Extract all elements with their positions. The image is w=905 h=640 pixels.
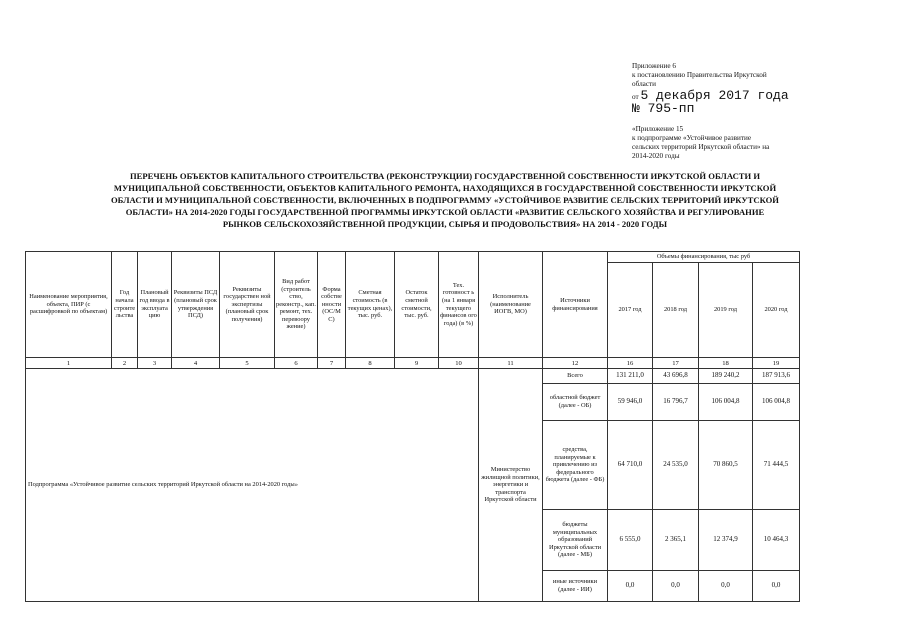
appendix-number: № 795-пп — [632, 101, 695, 116]
column-number: 8 — [346, 358, 395, 369]
column-number: 5 — [220, 358, 275, 369]
column-number: 3 — [138, 358, 172, 369]
header-estimated-cost: Сметная стоимость (в текущих ценах), тыс. руб. — [346, 252, 395, 358]
value-2020: 10 464,3 — [753, 510, 800, 571]
value-2018: 0,0 — [653, 571, 699, 602]
value-2017: 64 710,0 — [608, 421, 653, 510]
value-2017: 131 211,0 — [608, 369, 653, 384]
value-2018: 2 365,1 — [653, 510, 699, 571]
header-row — [26, 252, 800, 263]
title-line: ОБЛАСТИ И МУНИЦИПАЛЬНОЙ СОБСТВЕННОСТИ, ВКЛЮЧЕННЫХ В ПОДПРОГРАММУ «УСТОЙЧИВОЕ РАЗВИТИЕ СЕЛЬСКИХ ТЕРРИТОРИЙ ИРКУТСКОЙ — [111, 195, 779, 205]
column-number: 6 — [275, 358, 318, 369]
value-2020: 187 913,6 — [753, 369, 800, 384]
title-line: ПЕРЕЧЕНЬ ОБЪЕКТОВ КАПИТАЛЬНОГО СТРОИТЕЛЬСТВА (РЕКОНСТРУКЦИИ) ГОСУДАРСТВЕННОЙ СОБСТВЕННОСТИ ИРКУТСКОЙ ОБЛАСТИ И — [129, 171, 761, 181]
value-2019: 106 004,8 — [699, 384, 753, 421]
value-2020: 106 004,8 — [753, 384, 800, 421]
program-executor: Министерство жилищной политики, энергетики и транспорта Иркутской области — [479, 369, 543, 602]
source-cell: бюджеты муниципальных образований Иркутской области (далее - МБ) — [543, 510, 608, 571]
header-year-2018: 2018 год — [653, 263, 699, 358]
value-2019: 70 860,5 — [699, 421, 753, 510]
column-number: 2 — [112, 358, 138, 369]
value-2020: 0,0 — [753, 571, 800, 602]
appendix-line: к подпрограмме «Устойчивое развитие — [632, 134, 752, 142]
document-title — [20, 170, 870, 230]
header-funding-group: Объемы финансирования, тыс руб — [608, 252, 800, 263]
source-cell: Всего — [543, 369, 608, 384]
appendix-line: Приложение 6 — [632, 62, 676, 70]
column-number: 11 — [479, 358, 543, 369]
title-line: МУНИЦИПАЛЬНОЙ СОБСТВЕННОСТИ, ОБЪЕКТОВ КАПИТАЛЬНОГО РЕМОНТА, НАХОДЯЩИХСЯ В ГОСУДАРСТВЕННОЙ СОБСТВЕННОСТИ ИРКУТСКОЙ — [113, 183, 777, 193]
appendix-line: к постановлению Правительства Иркутской — [632, 71, 767, 79]
value-2018: 16 796,7 — [653, 384, 699, 421]
column-number: 17 — [653, 358, 699, 369]
value-2017: 6 555,0 — [608, 510, 653, 571]
appendix-block — [632, 62, 832, 161]
source-cell: средства, планируемые к привлечению из федерального бюджета (далее - ФБ) — [543, 421, 608, 510]
header-commission-year: Плановый год ввода в эксплуата цию — [138, 252, 172, 358]
value-2017: 59 946,0 — [608, 384, 653, 421]
value-2018: 43 696,8 — [653, 369, 699, 384]
header-executor: Исполнитель (наименование ИОГВ, МО) — [479, 252, 543, 358]
header-remaining-cost: Остаток сметной стоимости, тыс. руб. — [395, 252, 439, 358]
header-expertise: Реквизиты государствен ной экспертизы (плановый срок получения) — [220, 252, 275, 358]
column-number: 10 — [439, 358, 479, 369]
column-number: 4 — [172, 358, 220, 369]
table-row — [26, 369, 800, 384]
column-number: 7 — [318, 358, 346, 369]
header-year-2017: 2017 год — [608, 263, 653, 358]
column-number: 19 — [753, 358, 800, 369]
column-number: 18 — [699, 358, 753, 369]
column-number: 1 — [26, 358, 112, 369]
value-2019: 0,0 — [699, 571, 753, 602]
appendix-line: сельских территорий Иркутской области» на — [632, 143, 770, 151]
header-readiness: Тех. готовност ь (на 1 января текущего финансов ого года) (в %) — [439, 252, 479, 358]
value-2017: 0,0 — [608, 571, 653, 602]
value-2019: 189 240,2 — [699, 369, 753, 384]
title-line: ОБЛАСТИ» НА 2014-2020 ГОДЫ ГОСУДАРСТВЕННОЙ ПРОГРАММЫ ИРКУТСКОЙ ОБЛАСТИ «РАЗВИТИЕ СЕЛЬСКОГО ХОЗЯЙСТВА И РЕГУЛИРОВАНИЕ — [125, 207, 765, 217]
column-number: 16 — [608, 358, 653, 369]
source-cell: иные источники (далее - ИИ) — [543, 571, 608, 602]
value-2019: 12 374,9 — [699, 510, 753, 571]
header-sources: Источники финансирования — [543, 252, 608, 358]
header-year-2020: 2020 год — [753, 263, 800, 358]
title-line: РЫНКОВ СЕЛЬСКОХОЗЯЙСТВЕННОЙ ПРОДУКЦИИ, СЫРЬЯ И ПРОДОВОЛЬСТВИЯ» НА 2014 - 2020 ГОДЫ — [222, 219, 668, 229]
value-2018: 24 535,0 — [653, 421, 699, 510]
program-name: Подпрограмма «Устойчивое развитие сельских территорий Иркутской области на 2014-2020 годы» — [26, 369, 479, 602]
appendix-line: «Приложение 15 — [632, 125, 684, 133]
header-ownership: Форма собстве нности (ОС/М С) — [318, 252, 346, 358]
header-name: Наименование мероприятия, объекта, ПИР (с расшифровкой по объектам) — [26, 252, 112, 358]
column-number-row — [26, 358, 800, 369]
appendix-date: 5 декабря 2017 года — [640, 88, 789, 103]
appendix-line: 2014-2020 годы — [632, 152, 680, 160]
appendix-line: области — [632, 80, 657, 88]
header-start-year: Год начала строите льства — [112, 252, 138, 358]
column-number: 12 — [543, 358, 608, 369]
header-year-2019: 2019 год — [699, 263, 753, 358]
value-2020: 71 444,5 — [753, 421, 800, 510]
appendix-date-prefix: от — [632, 93, 639, 101]
capital-objects-table — [25, 251, 800, 602]
source-cell: областной бюджет (далее - ОБ) — [543, 384, 608, 421]
header-work-type: Вид работ (строитель ство, реконстр., кап. ремонт, тех. перевоору жение) — [275, 252, 318, 358]
column-number: 9 — [395, 358, 439, 369]
header-psd: Реквизиты ПСД (плановый срок утверждения ПСД) — [172, 252, 220, 358]
